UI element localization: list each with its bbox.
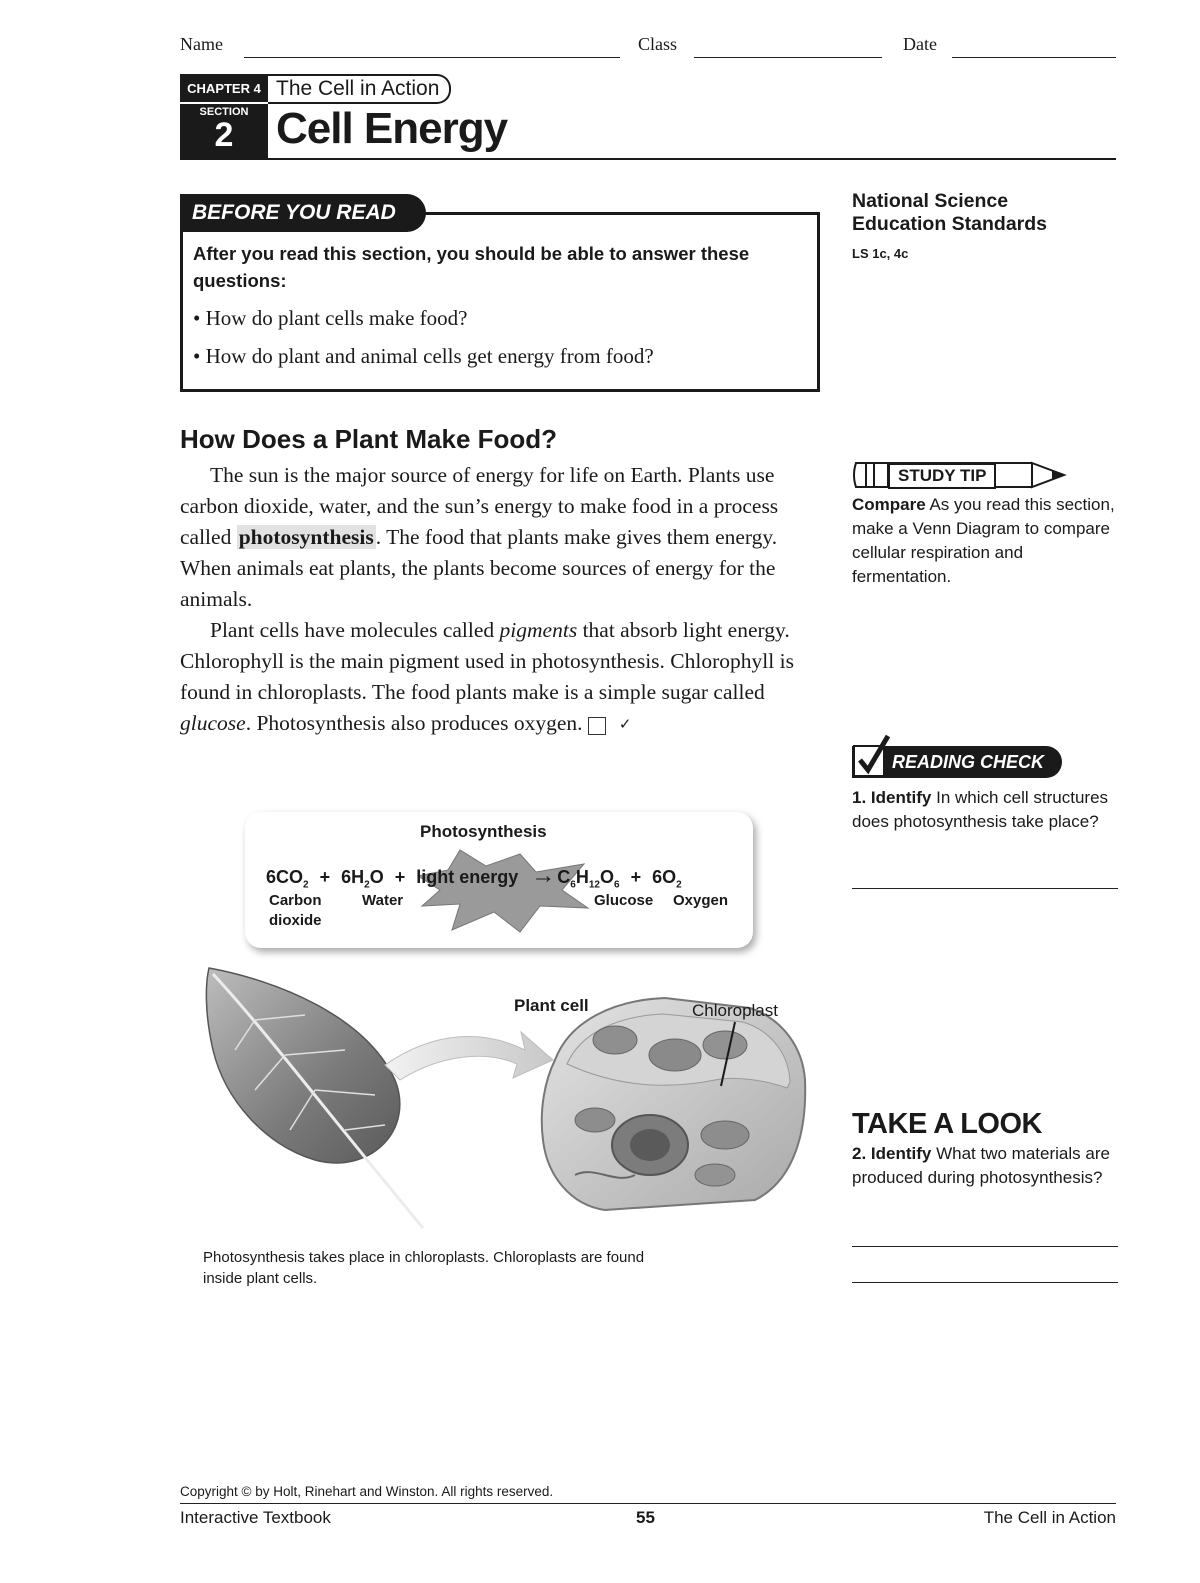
arrow-icon: → — [531, 862, 556, 889]
before-you-read-intro: After you read this section, you should be able to answer these questions: — [193, 243, 750, 291]
standards-heading — [852, 190, 1047, 236]
standards-codes: LS 1c, 4c — [852, 246, 909, 261]
take-a-look-title: TAKE A LOOK — [852, 1108, 1042, 1140]
formula-light-energy: light energy — [416, 867, 519, 887]
standards-heading-line: Education Standards — [852, 213, 1048, 235]
question-item: • How do plant cells make food? — [193, 306, 468, 330]
class-line[interactable] — [694, 57, 882, 58]
page-number: 55 — [636, 1508, 655, 1527]
subscript: 2 — [303, 879, 309, 891]
question-number: 1. — [852, 788, 867, 807]
question-number: 2. — [852, 1144, 867, 1163]
text-run: . The food that plants make gives them energy. When animals eat plants, the plants become sources of energy for the animals. — [180, 525, 778, 611]
chapter-title: The Cell in Action — [268, 74, 451, 104]
text-run: . Photosynthesis also produces oxygen. — [245, 711, 583, 735]
answer-line[interactable] — [852, 888, 1118, 889]
question-text: How do plant and animal cells get energy from food? — [205, 344, 654, 368]
copyright: Copyright © by Holt, Rinehart and Winston. All rights reserved. — [180, 1484, 554, 1499]
date-line[interactable] — [952, 57, 1116, 58]
plus-sign: + — [394, 867, 406, 887]
answer-line[interactable] — [852, 1282, 1118, 1283]
formula-glucose: O — [599, 867, 614, 887]
subscript: 2 — [364, 879, 370, 891]
formula-glucose: C — [557, 867, 571, 887]
label-oxygen: Oxygen — [673, 892, 729, 909]
label-line: Carbon — [269, 892, 322, 909]
date-label: Date — [903, 34, 937, 54]
standards-heading-line: National Science — [852, 190, 1009, 212]
light-burst-icon — [408, 846, 592, 936]
text-run: The sun is the major source of energy for life on Earth. Plants use carbon dioxide, water, and the sun’s energy to make food in a process called — [180, 463, 779, 549]
study-tip-lead: Compare — [852, 495, 926, 514]
class-label: Class — [638, 34, 678, 54]
label-line: dioxide — [269, 912, 322, 929]
section-label: SECTION — [199, 106, 249, 118]
reading-check-question — [852, 786, 1122, 834]
leaf-illustration — [206, 968, 423, 1228]
take-a-look-question — [852, 1142, 1112, 1190]
study-tip-body: As you read this section, make a Venn Diagram to compare cellular respiration and fermentation. — [852, 495, 1115, 586]
plus-sign: + — [319, 867, 331, 887]
label-water: Water — [362, 892, 404, 909]
label-carbon-dioxide — [269, 891, 322, 931]
question-lead: Identify — [870, 788, 932, 807]
subscript: 12 — [588, 879, 600, 891]
section-number: 2 — [214, 116, 234, 154]
subscript: 6 — [614, 879, 620, 891]
study-tip-text — [852, 493, 1122, 589]
section-badge — [180, 104, 268, 160]
footer-left: Interactive Textbook — [180, 1508, 331, 1527]
body-text — [180, 460, 820, 739]
formula-glucose: H — [575, 867, 589, 887]
equation-title: Photosynthesis — [420, 822, 547, 841]
question-body: In which cell structures does photosynthesis take place? — [852, 788, 1109, 831]
title-divider — [180, 158, 1116, 160]
plus-sign: + — [630, 867, 642, 887]
subscript: 2 — [676, 879, 682, 891]
figure-caption: Photosynthesis takes place in chloroplasts. Chloroplasts are found inside plant cells. — [203, 1249, 645, 1287]
footer-right: The Cell in Action — [983, 1508, 1116, 1527]
chloroplast-label: Chloroplast — [692, 1001, 778, 1020]
question-body: What two materials are produced during photosynthesis? — [852, 1144, 1110, 1187]
arrow-illustration — [385, 1032, 553, 1080]
formula-h2o: 6H — [341, 867, 365, 887]
paragraph — [180, 615, 820, 739]
equation — [266, 862, 682, 891]
reading-check-box-icon[interactable]: ✓ — [588, 717, 606, 735]
name-line[interactable] — [244, 57, 620, 58]
study-tip-title: STUDY TIP — [888, 463, 996, 489]
question-text: How do plant cells make food? — [205, 306, 468, 330]
section-heading: How Does a Plant Make Food? — [180, 424, 558, 454]
checkmark-icon — [852, 732, 894, 778]
before-you-read-tab: BEFORE YOU READ — [180, 194, 426, 232]
term-pigments: pigments — [499, 618, 578, 642]
term-glucose: glucose — [180, 711, 246, 735]
formula-co2: 6CO — [266, 867, 304, 887]
text-run: that absorb light energy. Chlorophyll is the main pigment used in photosynthesis. Chlorophyll is found in chloroplasts. The food plants make is a simple sugar called — [180, 618, 794, 704]
question-lead: Identify — [870, 1144, 932, 1163]
footer-divider — [180, 1503, 1116, 1504]
formula-h2o-end: O — [369, 867, 384, 887]
section-title: Cell Energy — [276, 104, 508, 153]
plant-cell-label: Plant cell — [514, 996, 589, 1015]
formula-o2: 6O — [652, 867, 677, 887]
chapter-label: CHAPTER 4 — [180, 74, 268, 102]
name-label: Name — [180, 34, 223, 54]
text-run: Plant cells have molecules called — [210, 618, 500, 642]
subscript: 6 — [570, 879, 576, 891]
question-item: • How do plant and animal cells get energy from food? — [193, 344, 654, 368]
reading-check-title: READING CHECK — [852, 746, 1062, 778]
plant-cell-illustration — [542, 998, 805, 1210]
paragraph — [180, 460, 820, 615]
keyword-photosynthesis: photosynthesis — [238, 525, 374, 549]
answer-line[interactable] — [852, 1246, 1118, 1247]
label-glucose: Glucose — [594, 892, 654, 909]
